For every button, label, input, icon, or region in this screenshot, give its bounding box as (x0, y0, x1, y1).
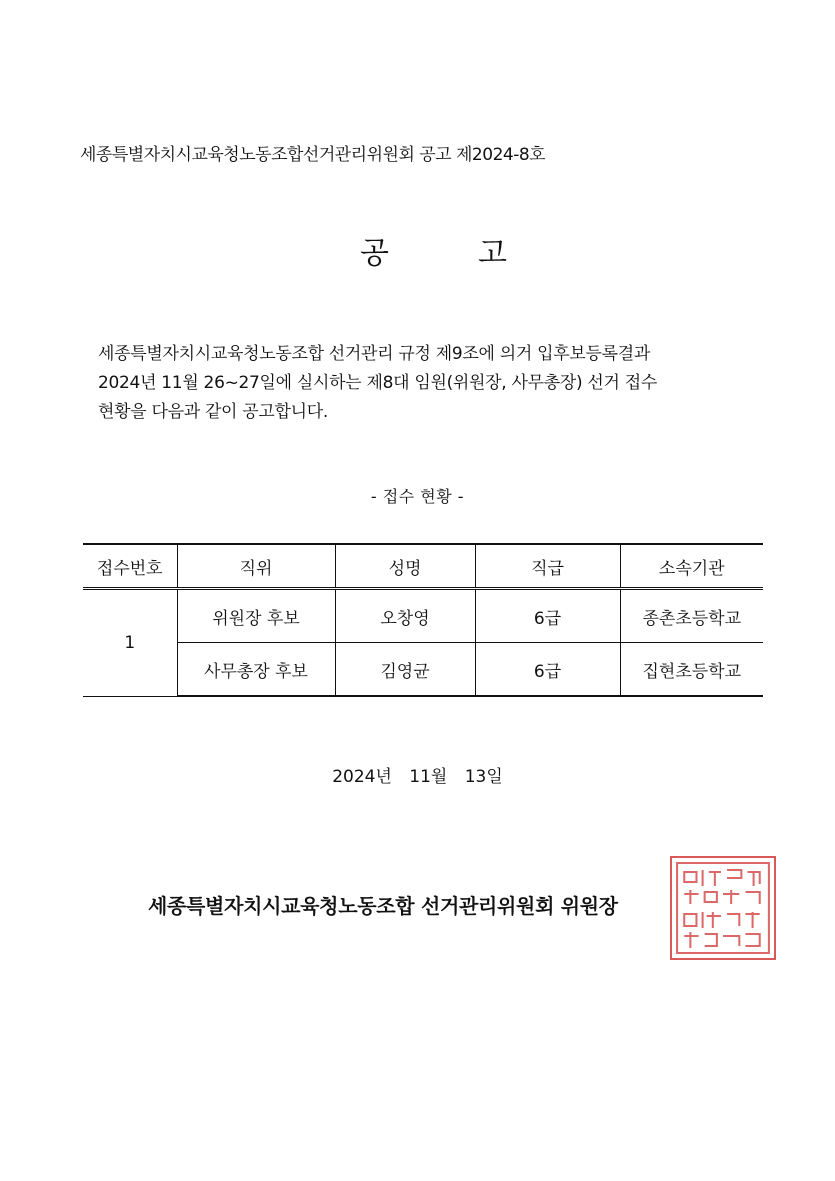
issuer-signature: 세종특별자치시교육청노동조합 선거관리위원회 위원장 (148, 894, 618, 918)
header-receipt-number: 접수번호 (83, 544, 177, 589)
notice-number: 세종특별자치시교육청노동조합선거관리위원회 공고 제2024-8호 (80, 145, 546, 165)
title-char-1: 공 (360, 236, 389, 271)
cell-affiliation: 종촌초등학교 (620, 589, 763, 643)
header-affiliation: 소속기관 (620, 544, 763, 589)
section-heading: - 접수 현황 - (370, 487, 465, 506)
cell-affiliation: 집현초등학교 (620, 643, 763, 697)
body-line-1: 세종특별자치시교육청노동조합 선거관리 규정 제9조에 의거 입후보등록결과 (98, 344, 650, 364)
cell-grade: 6급 (475, 643, 620, 697)
table-row (83, 589, 763, 643)
table-row (83, 643, 763, 697)
receipt-status-table (83, 543, 763, 697)
body-line-2: 2024년 11월 26~27일에 실시하는 제8대 임원(위원장, 사무총장) 선거 접수 (98, 373, 658, 393)
cell-position: 사무총장 후보 (177, 643, 335, 697)
cell-name: 김영균 (335, 643, 475, 697)
cell-grade: 6급 (475, 589, 620, 643)
official-seal-icon (670, 856, 776, 960)
notice-body (98, 340, 778, 427)
header-name: 성명 (335, 544, 475, 589)
cell-position: 위원장 후보 (177, 589, 335, 643)
title-char-2: 고 (478, 236, 507, 271)
header-position: 직위 (177, 544, 335, 589)
body-line-3: 현황을 다음과 같이 공고합니다. (98, 402, 329, 422)
table-header-row (83, 544, 763, 589)
cell-receipt-number: 1 (83, 589, 177, 697)
header-grade: 직급 (475, 544, 620, 589)
notice-date: 2024년 11월 13일 (332, 767, 503, 787)
cell-name: 오창영 (335, 589, 475, 643)
